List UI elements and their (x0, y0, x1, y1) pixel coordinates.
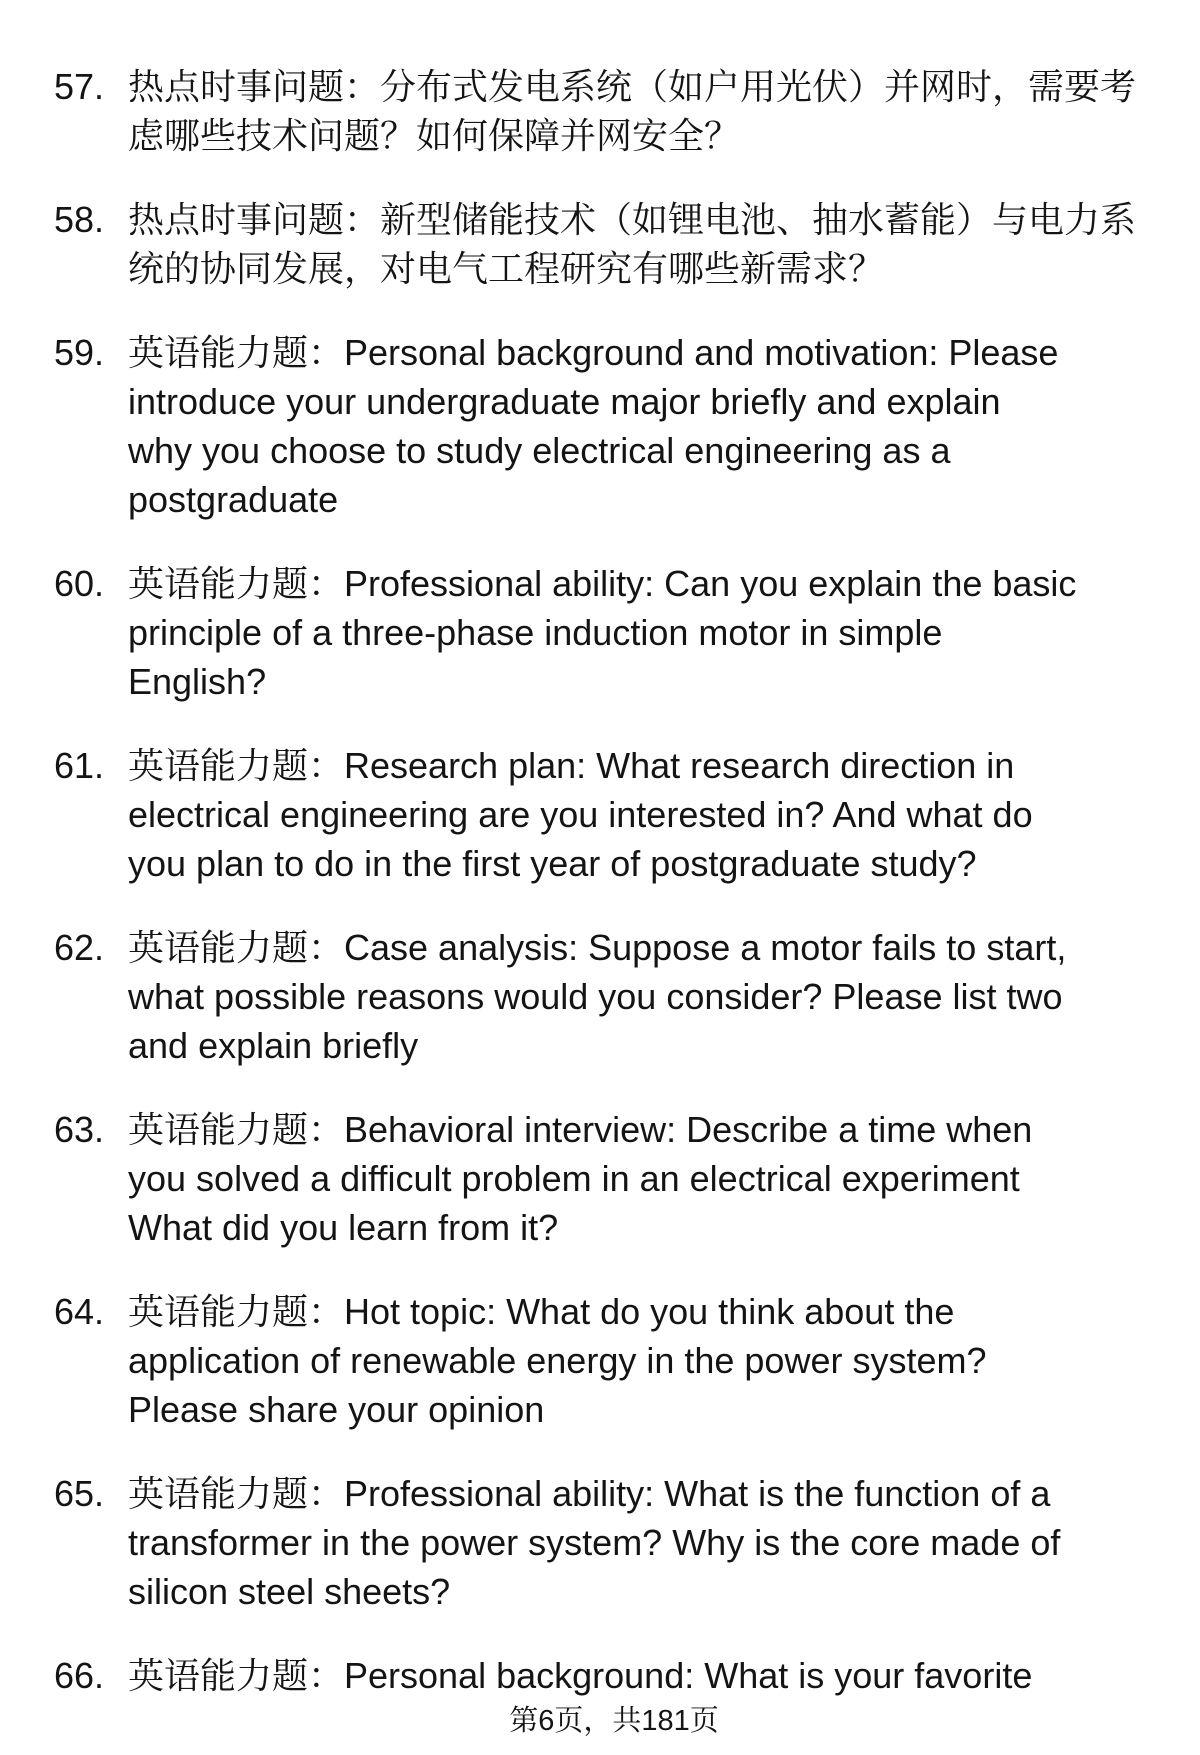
question-number: 64. (54, 1291, 105, 1332)
question-number: 59. (54, 332, 105, 373)
question-text-line: principle of a three-phase induction motor in simple (128, 612, 943, 653)
question-text-line: 英语能力题：Case analysis: Suppose a motor fails to start, (128, 927, 1067, 968)
question-item-63 (0, 1105, 1200, 1252)
question-number: 66. (54, 1655, 105, 1696)
question-number: 60. (54, 563, 105, 604)
question-text-line: Please share your opinion (128, 1389, 545, 1430)
question-item-61 (0, 741, 1200, 888)
question-text-line: application of renewable energy in the power system? (128, 1340, 987, 1381)
question-text-line: introduce your undergraduate major briefly and explain (128, 381, 1001, 422)
question-item-57 (0, 62, 1200, 160)
question-text (128, 741, 1180, 888)
question-text-line: and explain briefly (128, 1025, 419, 1066)
question-text-line: you plan to do in the first year of postgraduate study? (128, 843, 977, 884)
question-text-line: 虑哪些技术问题？如何保障并网安全？ (128, 115, 741, 156)
question-text-line: you solved a difficult problem in an electrical experiment (128, 1158, 1020, 1199)
question-item-60 (0, 559, 1200, 706)
question-number: 61. (54, 745, 105, 786)
question-text-line: 英语能力题：Hot topic: What do you think about the (128, 1291, 955, 1332)
question-text-line: 英语能力题：Research plan: What research direction in (128, 745, 1015, 786)
question-text (128, 1469, 1180, 1616)
question-text-line: postgraduate (128, 479, 339, 520)
question-text-line: 英语能力题：Behavioral interview: Describe a time when (128, 1109, 1033, 1150)
question-text-line: 英语能力题：Personal background and motivation: Please (128, 332, 1059, 373)
question-text-line: 热点时事问题：新型储能技术（如锂电池、抽水蓄能）与电力系 (128, 199, 1137, 240)
question-text (128, 923, 1180, 1070)
question-text-line: What did you learn from it? (128, 1207, 559, 1248)
question-number: 65. (54, 1473, 105, 1514)
question-text-line: what possible reasons would you consider? Please list two (128, 976, 1063, 1017)
question-text-line: silicon steel sheets? (128, 1571, 451, 1612)
question-text (128, 328, 1180, 524)
question-item-64 (0, 1287, 1200, 1434)
question-list (0, 62, 1200, 1700)
question-number: 58. (54, 199, 105, 240)
question-number: 62. (54, 927, 105, 968)
page-number-footer: 第6页，共181页 (509, 1705, 719, 1737)
question-text-line: 英语能力题：Professional ability: Can you explain the basic (128, 563, 1077, 604)
question-text (128, 62, 1180, 160)
question-item-58 (0, 195, 1200, 293)
question-text-line: English? (128, 661, 267, 702)
question-text (128, 559, 1180, 706)
question-item-59 (0, 328, 1200, 524)
question-text-line: 统的协同发展，对电气工程研究有哪些新需求？ (128, 248, 885, 289)
question-item-66 (0, 1651, 1200, 1700)
question-number: 57. (54, 66, 105, 107)
question-text (128, 1287, 1180, 1434)
question-item-65 (0, 1469, 1200, 1616)
question-text (128, 1651, 1180, 1700)
question-text (128, 1105, 1180, 1252)
question-text-line: electrical engineering are you interested in? And what do (128, 794, 1033, 835)
question-text-line: transformer in the power system? Why is the core made of (128, 1522, 1061, 1563)
question-text-line: why you choose to study electrical engineering as a (128, 430, 951, 471)
question-text-line: 英语能力题：Personal background: What is your favorite (128, 1655, 1033, 1696)
question-text-line: 热点时事问题：分布式发电系统（如户用光伏）并网时，需要考 (128, 66, 1137, 107)
question-text (128, 195, 1180, 293)
question-text-line: 英语能力题：Professional ability: What is the function of a (128, 1473, 1051, 1514)
question-item-62 (0, 923, 1200, 1070)
question-number: 63. (54, 1109, 105, 1150)
